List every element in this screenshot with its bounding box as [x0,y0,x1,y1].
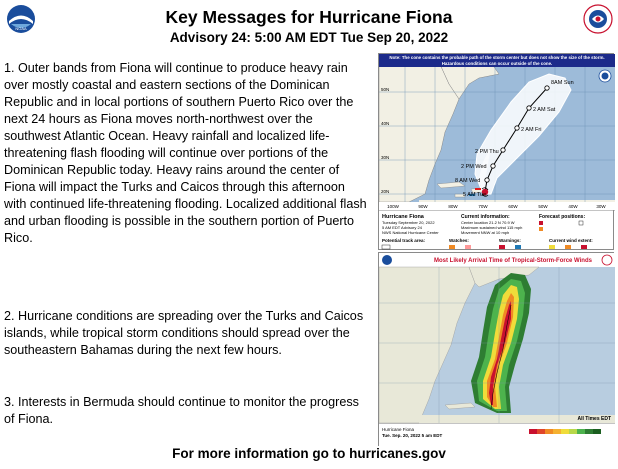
svg-text:30W: 30W [596,204,606,209]
svg-text:Potential track area:: Potential track area: [382,238,426,243]
svg-text:2 AM Fri: 2 AM Fri [521,127,542,133]
svg-text:Most Likely Arrival Time of Tr: Most Likely Arrival Time of Tropical-Storm-Force Winds [434,258,592,264]
svg-text:20N: 20N [381,189,390,194]
svg-text:100W: 100W [387,204,399,209]
svg-text:NOAA: NOAA [15,26,27,31]
key-message-3: 3. Interests in Bermuda should continue to monitor the progress of Fiona. [4,395,359,426]
svg-text:NWS National Hurricane Center: NWS National Hurricane Center [382,230,439,235]
svg-text:50W: 50W [538,204,548,209]
forecast-cone-map [378,53,614,250]
wind-arrival-map [378,252,614,446]
svg-text:Center location 21.2 N 70.9 W: Center location 21.2 N 70.9 W [461,220,515,225]
advisory-subtitle: Advisory 24: 5:00 AM EDT Tue Sep 20, 2022 [169,30,449,45]
svg-text:Tue. Sep. 20, 2022 5 am EDT: Tue. Sep. 20, 2022 5 am EDT [382,433,443,438]
svg-text:Hurricane Fiona: Hurricane Fiona [382,214,424,220]
page-title: Key Messages for Hurricane Fiona [165,7,453,27]
svg-text:Warnings:: Warnings: [499,238,521,243]
svg-text:Current wind extent:: Current wind extent: [549,238,593,243]
svg-text:Maximum sustained wind 115 mph: Maximum sustained wind 115 mph [461,225,523,230]
svg-text:90W: 90W [418,204,428,209]
svg-text:30N: 30N [381,155,390,160]
svg-text:All Times EDT: All Times EDT [577,416,611,422]
svg-text:50N: 50N [381,87,390,92]
svg-text:5 AM EDT Advisory 24: 5 AM EDT Advisory 24 [382,225,422,230]
svg-text:8AM Sun: 8AM Sun [551,80,574,86]
svg-text:5 AM Tue: 5 AM Tue [463,192,487,198]
svg-text:2 PM Thu: 2 PM Thu [475,149,499,155]
svg-text:40W: 40W [568,204,578,209]
svg-text:40N: 40N [381,121,390,126]
svg-text:2 PM Wed: 2 PM Wed [461,164,487,170]
footer-link-text: For more information go to hurricanes.gov [172,446,446,461]
svg-text:Movement NNW at 10 mph: Movement NNW at 10 mph [461,230,510,235]
svg-text:Watches:: Watches: [449,238,469,243]
svg-text:Current information:: Current information: [461,214,510,220]
svg-text:Hurricane Fiona: Hurricane Fiona [382,427,415,432]
svg-text:80W: 80W [448,204,458,209]
cone-note: Note: The cone contains the probable path of the storm center but does not show the size of the storm. Hazardous conditions can occur outside of the cone. [389,55,605,66]
svg-text:70W: 70W [478,204,488,209]
svg-text:Tuesday September 20, 2022: Tuesday September 20, 2022 [382,220,435,225]
svg-text:2 AM Sat: 2 AM Sat [533,107,556,113]
key-message-2: 2. Hurricane conditions are spreading over the Turks and Caicos islands, while tropical storm conditions should spread over the southeastern Bahamas during the next few hours. [4,309,364,357]
svg-text:8 AM Wed: 8 AM Wed [455,178,481,184]
svg-text:Forecast positions:: Forecast positions: [539,214,586,220]
svg-text:60W: 60W [508,204,518,209]
key-message-1: 1. Outer bands from Fiona will continue to produce heavy rain over mostly coastal and eastern sections of the Dominican Republic and in local portions of southern Puerto Rico over the next 24 hours as Fiona moves north-northwest over the southwest Atlantic Ocean. Heavy rainfall and localized life-threatening flash flooding will continue over portions of the Dominican Republic today. Heavy rains around the center of Fiona will impact the Turks and Caicos through this afternoon with continued life-threatening flooding. Localized additional flash and urban flooding is possible in the southern portion of Puerto Rico. [4,61,367,245]
